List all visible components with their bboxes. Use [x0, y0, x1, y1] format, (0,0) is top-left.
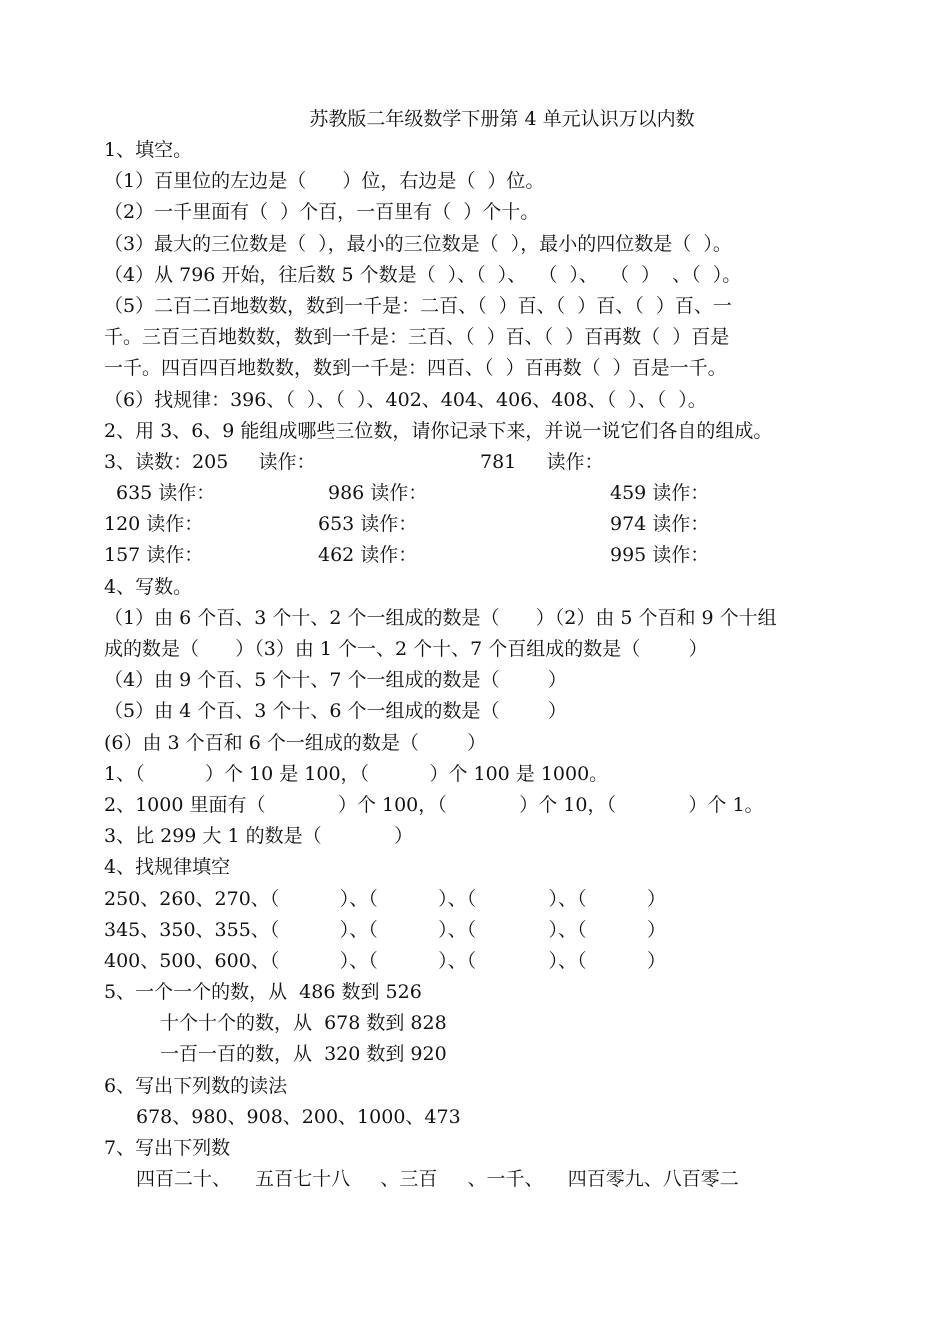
- write-question-2-3: 成的数是（ ）（3）由 1 个一、2 个十、7 个百组成的数是（ ）: [104, 638, 708, 660]
- worksheet-page: [104, 104, 864, 1195]
- question-1-4: （4）从 796 开始，往后数 5 个数是（ ）、（ ）、 （ ）、 （ ） 、（ ）。: [104, 263, 742, 286]
- write-question-5: （5）由 4 个百、3 个十、6 个一组成的数是（ ）: [104, 700, 567, 723]
- question-1-5-line-3: 一千。四百四百地数数，数到一千是：四百、（ ）百再数（ ）百是一千。: [104, 357, 727, 380]
- section-2-heading: 2、用 3、6、9 能组成哪些三位数，请你记录下来，并说一说它们各自的组成。: [104, 419, 773, 442]
- exercise-4-heading: 4、找规律填空: [104, 856, 231, 879]
- pattern-row-1: 250、260、270、（ ）、（ ）、（ ）、（ ）: [104, 887, 666, 910]
- read-item: 3、读数：205 读作：: [104, 450, 316, 473]
- section-1-heading: 1、填空。: [104, 139, 193, 161]
- exercise-7-heading: 7、写出下列数: [104, 1137, 231, 1159]
- exercise-5-line-3: 一百一百的数，从 320 数到 920: [160, 1043, 447, 1066]
- exercise-7-words: 四百二十、 五百七十八 、三百 、一千、 四百零九、八百零二: [136, 1168, 739, 1191]
- exercise-5-line-1: 5、一个一个的数，从 486 数到 526: [104, 981, 422, 1004]
- section-4-heading: 4、写数。: [104, 575, 193, 598]
- question-1-3: （3）最大的三位数是（ ），最小的三位数是（ ），最小的四位数是（ ）。: [104, 232, 732, 255]
- page-title: 苏教版二年级数学下册第 4 单元认识万以内数: [309, 108, 695, 130]
- question-1-6: （6）找规律：396、（ ）、（ ）、402、404、406、408、（ ）、（ ）。: [104, 388, 707, 411]
- exercise-6-numbers: 678、980、908、200、1000、473: [136, 1105, 461, 1128]
- read-number-row-3: [104, 540, 864, 571]
- exercise-3: 3、比 299 大 1 的数是（ ）: [104, 825, 414, 848]
- read-item: 120 读作：: [104, 513, 204, 536]
- exercise-5-line-2: 十个十个的数，从 678 数到 828: [160, 1012, 447, 1035]
- exercise-1: 1、（ ）个 10 是 100，（ ）个 100 是 1000。: [104, 762, 609, 785]
- read-item: 157 读作：: [104, 544, 204, 567]
- read-number-row-0: [104, 447, 864, 478]
- question-1-5-line-2: 千。三百三百地数数，数到一千是：三百、（ ）百、（ ）百再数（ ）百是: [104, 326, 730, 349]
- pattern-row-2: 345、350、355、（ ）、（ ）、（ ）、（ ）: [104, 918, 666, 941]
- read-item: 781 读作：: [480, 450, 604, 473]
- read-number-row-2: [104, 509, 864, 540]
- exercise-6-heading: 6、写出下列数的读法: [104, 1074, 288, 1097]
- read-item: 462 读作：: [318, 544, 418, 567]
- exercise-2: 2、1000 里面有（ ）个 100，（ ）个 10，（ ）个 1。: [104, 793, 764, 816]
- read-item: 653 读作：: [318, 513, 418, 536]
- question-1-1: （1）百里位的左边是（ ）位，右边是（ ）位。: [104, 170, 545, 193]
- read-item: 995 读作：: [610, 544, 710, 567]
- question-1-5-line-1: （5）二百二百地数数，数到一千是：二百、（ ）百、（ ）百、（ ）百、一: [104, 294, 732, 317]
- write-question-1-2: （1）由 6 个百、3 个十、2 个一组成的数是（ ）（2）由 5 个百和 9 个十组: [104, 606, 777, 629]
- write-question-4: （4）由 9 个百、5 个十、7 个一组成的数是（ ）: [104, 669, 567, 692]
- pattern-row-3: 400、500、600、（ ）、（ ）、（ ）、（ ）: [104, 949, 666, 972]
- question-1-2: （2）一千里面有（ ）个百，一百里有（ ）个十。: [104, 201, 540, 224]
- read-item: 459 读作：: [610, 482, 710, 505]
- read-item: 635 读作：: [116, 482, 216, 505]
- read-item: 986 读作：: [328, 482, 428, 505]
- read-item: 974 读作：: [610, 513, 710, 536]
- write-question-6: (6）由 3 个百和 6 个一组成的数是（ ）: [104, 731, 487, 754]
- read-number-row-1: [104, 478, 864, 509]
